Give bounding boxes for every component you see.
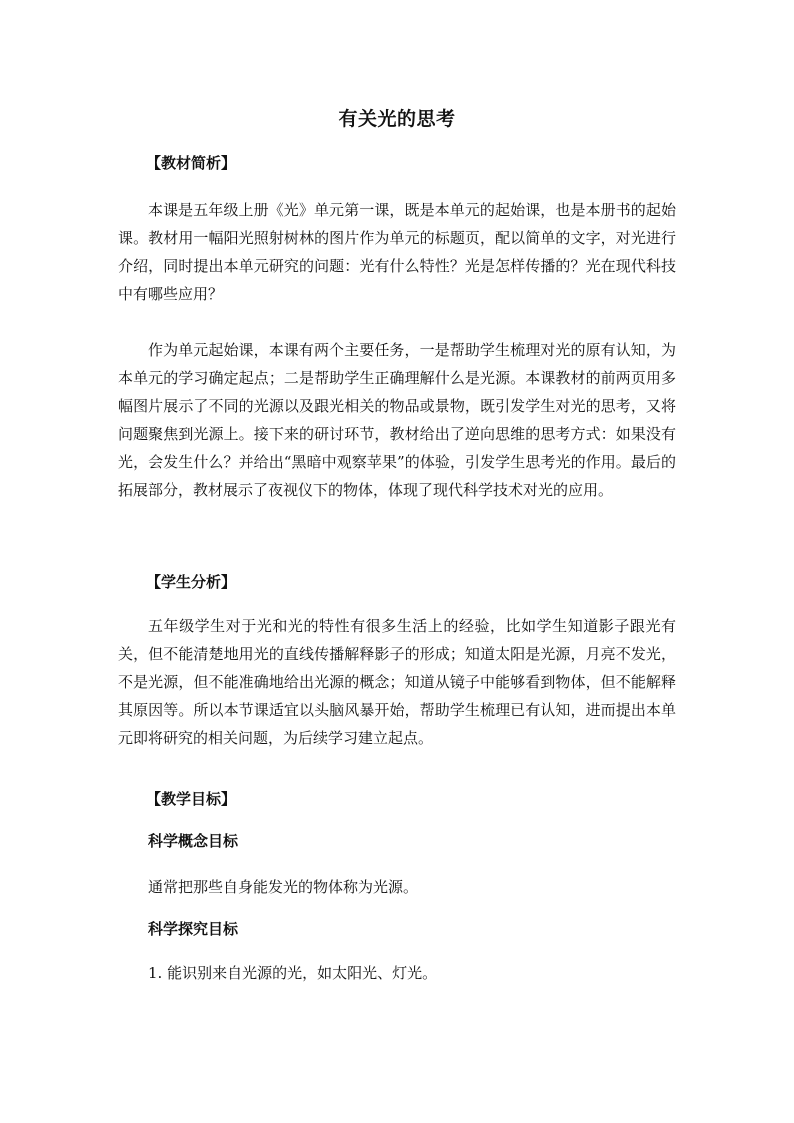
subheading-inquiry-goal: 科学探究目标 <box>148 920 239 938</box>
paragraph-textbook-tasks: 作为单元起始课，本课有两个主要任务，一是帮助学生梳理对光的原有认知，为本单元的学习确定起点；二是帮助学生正确理解什么是光源。本课教材的前两页用多幅图片展示了不同的光源以及跟光相关的物品或景物，既引发学生对光的思考，又将问题聚焦到光源上。接下来的研讨环节，教材给出了逆向思维的思考方式：如果没有光，会发生什么？并给出“黑暗中观察苹果”的体验，引发学生思考光的作用。最后的拓展部分，教材展示了夜视仪下的物体，体现了现代科学技术对光的应用。 <box>118 341 676 499</box>
document-title: 有关光的思考 <box>338 108 456 130</box>
subheading-concept-goal: 科学概念目标 <box>148 832 239 850</box>
paragraph-textbook-intro: 本课是五年级上册《光》单元第一课，既是本单元的起始课，也是本册书的起始课。教材用一幅阳光照射树林的图片作为单元的标题页，配以简单的文字，对光进行介绍，同时提出本单元研究的问题：光有什么特性？光是怎样传播的？光在现代科技中有哪些应用？ <box>118 201 676 303</box>
section-heading-teaching-goals: 【教学目标】 <box>146 790 237 808</box>
section-heading-textbook-analysis: 【教材简析】 <box>146 154 237 172</box>
section-heading-student-analysis: 【学生分析】 <box>146 573 237 591</box>
paragraph-student-analysis: 五年级学生对于光和光的特性有很多生活上的经验，比如学生知道影子跟光有关，但不能清楚地用光的直线传播解释影子的形成；知道太阳是光源，月亮不发光，不是光源，但不能准确地给出光源的概念；知道从镜子中能够看到物体，但不能解释其原因等。所以本节课适宜以头脑风暴开始，帮助学生梳理已有认知，进而提出本单元即将研究的相关问题，为后续学习建立起点。 <box>118 617 676 747</box>
concept-goal-text: 通常把那些自身能发光的物体称为光源。 <box>148 878 419 896</box>
inquiry-goal-item: 1. 能识别来自光源的光，如太阳光、灯光。 <box>148 964 438 982</box>
